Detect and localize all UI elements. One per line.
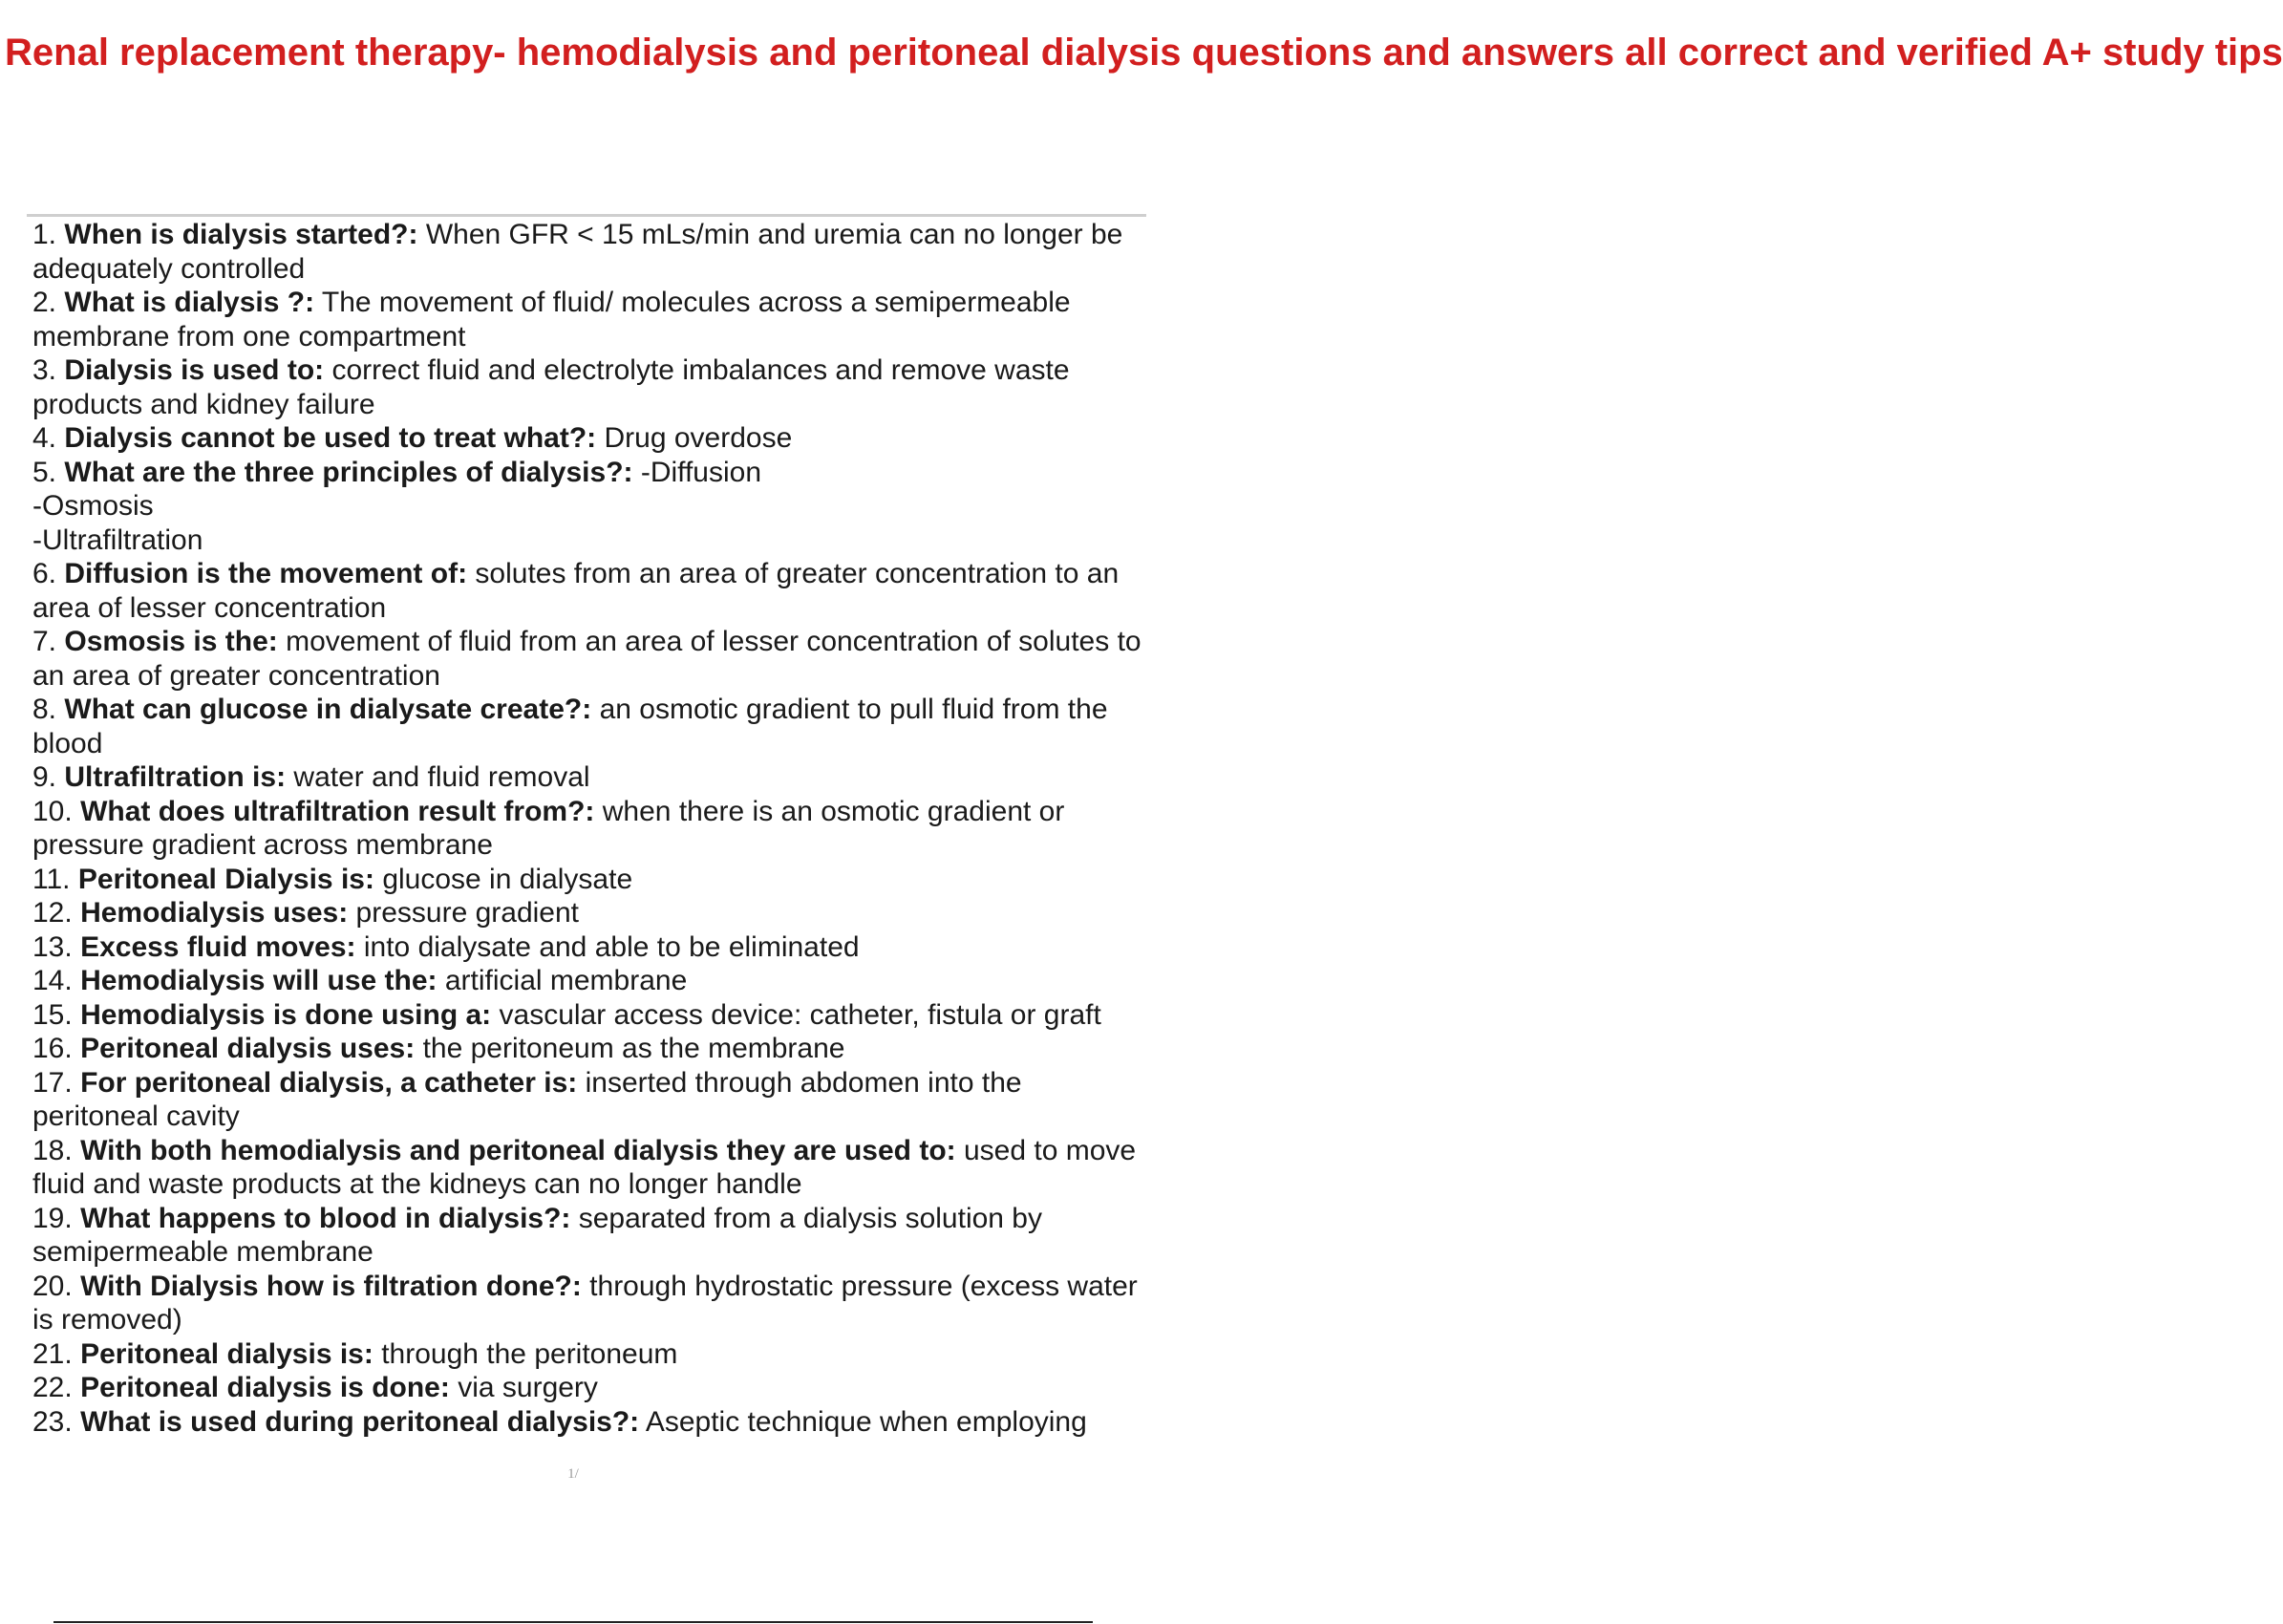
qa-item: [32, 625, 1146, 693]
qa-number: 9.: [32, 761, 57, 793]
qa-answer: separated from a dialysis solution by semipermeable membrane: [32, 1202, 1042, 1268]
qa-item: [32, 1337, 1146, 1372]
qa-question: Hemodialysis will use the:: [80, 965, 437, 996]
qa-answer: correct fluid and electrolyte imbalances and remove waste products and kidney failure: [32, 354, 1070, 420]
qa-number: 14.: [32, 965, 73, 996]
qa-question: What happens to blood in dialysis?:: [80, 1202, 571, 1234]
qa-number: 16.: [32, 1033, 73, 1064]
qa-number: 20.: [32, 1270, 73, 1302]
qa-number: 15.: [32, 998, 73, 1031]
qa-question: With both hemodialysis and peritoneal dialysis they are used to:: [80, 1134, 956, 1166]
qa-question: For peritoneal dialysis, a catheter is:: [80, 1066, 578, 1099]
qa-question: What can glucose in dialysate create?:: [64, 694, 592, 725]
qa-question: Hemodialysis is done using a:: [80, 998, 492, 1031]
qa-answer: -Diffusion -Osmosis -Ultrafiltration: [32, 456, 762, 556]
qa-answer: Drug overdose: [604, 422, 793, 454]
qa-number: 4.: [32, 422, 57, 454]
qa-number: 5.: [32, 456, 57, 488]
qa-answer: used to move fluid and waste products at the kidneys can no longer handle: [32, 1134, 1137, 1200]
qa-question: Dialysis cannot be used to treat what?:: [64, 422, 597, 454]
qa-question: What is dialysis ?:: [64, 287, 315, 318]
qa-number: 19.: [32, 1202, 73, 1234]
qa-number: 1.: [32, 219, 57, 250]
qa-list: [32, 218, 1146, 1439]
qa-number: 11.: [32, 863, 71, 895]
qa-question: Excess fluid moves:: [80, 930, 356, 963]
qa-answer: an osmotic gradient to pull fluid from the blood: [32, 694, 1108, 759]
qa-question: What does ultrafiltration result from?:: [80, 795, 595, 827]
qa-answer: pressure gradient: [355, 897, 579, 929]
qa-item: [32, 1032, 1146, 1066]
qa-answer: vascular access device: catheter, fistula or graft: [499, 998, 1101, 1031]
qa-item: [32, 1066, 1146, 1134]
qa-item: [32, 863, 1146, 897]
qa-item: [32, 693, 1146, 760]
qa-answer: into dialysate and able to be eliminated: [363, 930, 860, 963]
qa-answer: the peritoneum as the membrane: [422, 1033, 845, 1064]
qa-item: [32, 353, 1146, 421]
qa-item: [32, 795, 1146, 863]
qa-question: Ultrafiltration is:: [64, 761, 287, 793]
qa-item: [32, 1405, 1146, 1440]
document-title-text: Renal replacement therapy- hemodialysis and peritoneal dialysis questions and answers all correct and verified A+ study tips: [5, 32, 2283, 74]
qa-number: 2.: [32, 287, 57, 318]
qa-answer: artificial membrane: [444, 965, 688, 996]
qa-answer: via surgery: [458, 1372, 598, 1403]
qa-item: [32, 896, 1146, 930]
qa-answer: Aseptic technique when employing: [645, 1405, 1087, 1438]
qa-answer: through hydrostatic pressure (excess water is removed): [32, 1270, 1138, 1336]
qa-question: Diffusion is the movement of:: [64, 558, 468, 589]
qa-question: Peritoneal dialysis is done:: [80, 1372, 450, 1403]
document-title: [5, 31, 2283, 75]
qa-item: [32, 421, 1146, 456]
qa-answer: solutes from an area of greater concentration to an area of lesser concentration: [32, 558, 1120, 624]
qa-answer: glucose in dialysate: [382, 863, 633, 895]
qa-item: [32, 964, 1146, 998]
qa-item: [32, 1371, 1146, 1405]
qa-number: 3.: [32, 354, 57, 386]
qa-item: [32, 930, 1146, 965]
qa-question: Peritoneal dialysis is:: [80, 1337, 373, 1370]
qa-question: With Dialysis how is filtration done?:: [80, 1270, 582, 1302]
qa-question: What are the three principles of dialysis?:: [64, 456, 633, 488]
qa-number: 6.: [32, 558, 57, 589]
qa-item: [32, 557, 1146, 625]
qa-answer: when there is an osmotic gradient or pressure gradient across membrane: [32, 795, 1065, 861]
qa-answer: through the peritoneum: [381, 1337, 678, 1370]
qa-answer: water and fluid removal: [293, 761, 590, 793]
qa-question: Peritoneal dialysis uses:: [80, 1033, 416, 1064]
qa-number: 8.: [32, 694, 57, 725]
qa-number: 7.: [32, 626, 57, 657]
qa-answer: inserted through abdomen into the peritoneal cavity: [32, 1066, 1022, 1132]
qa-question: Peritoneal Dialysis is:: [77, 863, 374, 895]
qa-item: [32, 456, 1146, 558]
qa-answer: The movement of fluid/ molecules across a semipermeable membrane from one compartment: [32, 287, 1071, 353]
qa-question: When is dialysis started?:: [64, 219, 418, 250]
qa-question: Osmosis is the:: [64, 626, 278, 657]
qa-question: What is used during peritoneal dialysis?:: [80, 1405, 640, 1438]
page-number: 1/: [567, 1466, 579, 1482]
qa-number: 12.: [32, 897, 73, 929]
qa-number: 10.: [32, 795, 73, 827]
qa-item: [32, 998, 1146, 1033]
qa-answer: movement of fluid from an area of lesser concentration of solutes to an area of greater concentration: [32, 626, 1142, 692]
qa-item: [32, 1134, 1146, 1202]
qa-item: [32, 218, 1146, 286]
qa-number: 21.: [32, 1337, 73, 1370]
qa-question: Hemodialysis uses:: [80, 897, 349, 929]
qa-number: 17.: [32, 1066, 73, 1099]
qa-item: [32, 1202, 1146, 1270]
footer-divider: [53, 1621, 1093, 1623]
qa-number: 13.: [32, 930, 73, 963]
qa-number: 22.: [32, 1372, 73, 1403]
qa-number: 18.: [32, 1134, 73, 1166]
qa-item: [32, 1270, 1146, 1337]
qa-question: Dialysis is used to:: [64, 354, 325, 386]
qa-item: [32, 760, 1146, 795]
qa-answer: When GFR < 15 mLs/min and uremia can no longer be adequately controlled: [32, 219, 1123, 285]
qa-number: 23.: [32, 1405, 73, 1438]
qa-item: [32, 286, 1146, 353]
title-divider: [27, 214, 1146, 217]
